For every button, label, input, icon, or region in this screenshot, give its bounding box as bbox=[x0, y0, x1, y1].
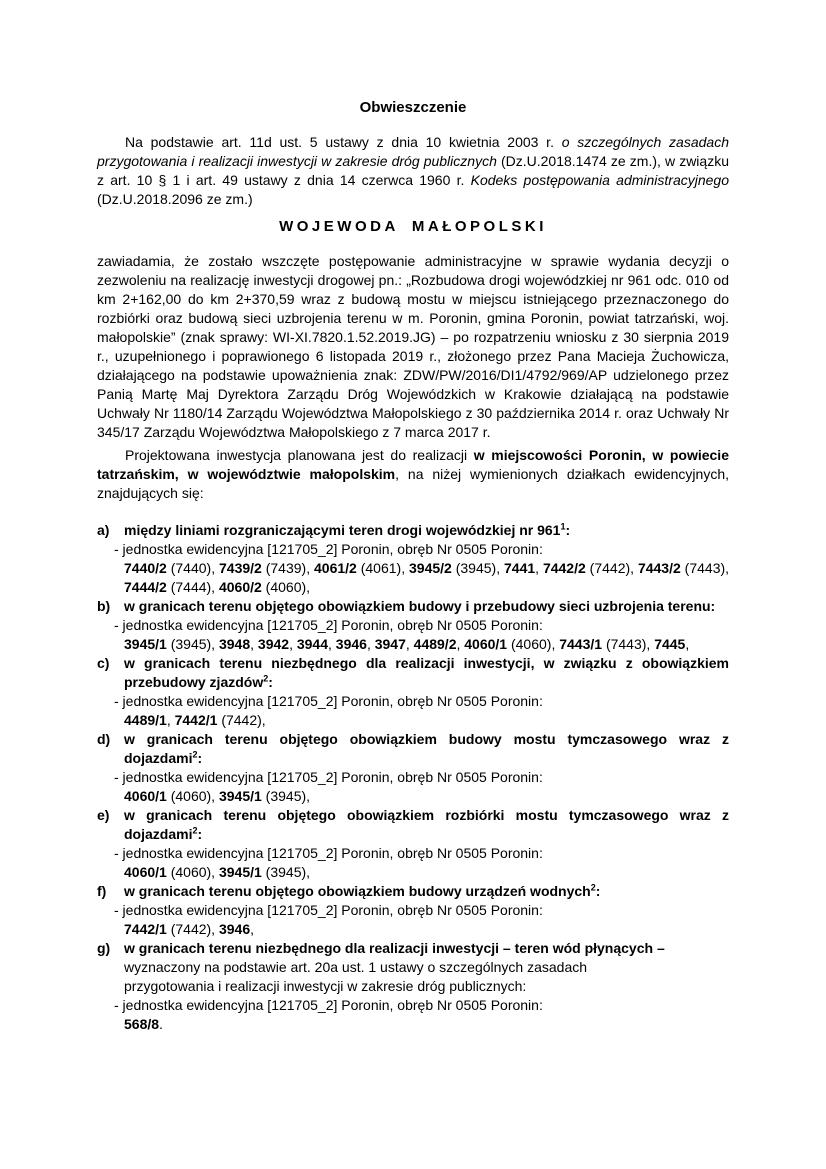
plot-item-unit-line: - jednostka ewidencyjna [121705_2] Poronin, obręb Nr 0505 Poronin: bbox=[114, 997, 543, 1013]
text-run: 7445 bbox=[654, 636, 686, 652]
text-run: (3945), bbox=[261, 788, 311, 804]
text-run: 7442/1 bbox=[124, 921, 167, 937]
plot-item-unit-line: - jednostka ewidencyjna [121705_2] Poronin, obręb Nr 0505 Poronin: bbox=[114, 769, 543, 785]
text-run: : bbox=[268, 674, 273, 690]
plot-item-label: e) bbox=[97, 807, 110, 823]
text-run: w granicach terenu objętego obowiązkiem rozbiórki mostu tymczasowego wraz z dojazdami bbox=[124, 807, 729, 842]
text-run: 4060/2 bbox=[218, 579, 262, 595]
text-run: (3945), bbox=[261, 864, 311, 880]
plot-list-item bbox=[97, 521, 729, 597]
text-run: w granicach terenu objętego obowiązkiem budowy i przebudowy sieci uzbrojenia terenu: bbox=[124, 598, 716, 614]
text-run: , bbox=[685, 636, 690, 652]
text-run: 3947 bbox=[374, 636, 406, 652]
plot-item-label: g) bbox=[97, 940, 111, 956]
plot-item-heading bbox=[124, 939, 729, 996]
text-run: , bbox=[166, 712, 175, 728]
text-run: w miejscowości Poronin, w powiecie tatrzańskim, w województwie małopolskim bbox=[97, 447, 729, 482]
text-run: 7440/2 bbox=[124, 560, 167, 576]
text-run: 3942 bbox=[257, 636, 290, 652]
text-run: , bbox=[535, 560, 543, 576]
text-run: (7440), bbox=[166, 560, 219, 576]
text-run: , bbox=[250, 921, 255, 937]
text-run: 4489/2 bbox=[413, 636, 457, 652]
plots-list bbox=[97, 521, 729, 1034]
text-run: Kodeks postępowania administracyjnego bbox=[470, 172, 729, 188]
text-run: 2 bbox=[192, 749, 198, 760]
text-run: , bbox=[366, 636, 375, 652]
text-run: w granicach terenu niezbędnego dla realizacji inwestycji, w związku z obowiązkiem przebudowy zjazdów bbox=[124, 655, 729, 690]
text-run: (4060), bbox=[507, 636, 560, 652]
text-run: 7443/2 bbox=[637, 560, 681, 576]
text-run: : bbox=[565, 522, 571, 538]
plot-item-unit-line: - jednostka ewidencyjna [121705_2] Poronin, obręb Nr 0505 Poronin: bbox=[114, 541, 543, 557]
text-run: , na niżej wymienionych działkach ewidencyjnych, znajdujących się: bbox=[97, 466, 730, 501]
text-run: (Dz.U.2018.1474 ze zm.), w związku z art. 10 § 1 i art. 49 ustawy z dnia 14 czerwca 1960 r. bbox=[97, 153, 729, 188]
text-run: , bbox=[250, 636, 258, 652]
text-run: (4060), bbox=[166, 864, 219, 880]
text-run: 7439/2 bbox=[219, 560, 262, 576]
plot-item-heading bbox=[124, 521, 729, 540]
text-run: (4060), bbox=[261, 579, 311, 595]
text-run: , bbox=[328, 636, 336, 652]
text-run: , bbox=[289, 636, 297, 652]
text-run: (4061), bbox=[356, 560, 409, 576]
text-run: 3945/1 bbox=[124, 636, 167, 652]
plot-list-item bbox=[97, 654, 729, 730]
plot-item-label: f) bbox=[97, 883, 107, 899]
text-run: (7443), bbox=[680, 560, 730, 576]
text-run: zawiadamia, że zostało wszczęte postępowanie administracyjne w sprawie wydania decyzji o zezwoleniu na realizację inwestycji drogowej pn.: „Rozbudowa drogi wojewódzkiej nr 961 odc. 010 od km 2+162,00 do km 2+370,59 wraz z budową mostu w miejscu istniejącego przeznaczonego do rozbiórki oraz budową sieci uzbrojenia terenu w m. Poronin, gmina Poronin, powiat tatrzański, woj. małopolskie” (znak sprawy: WI-XI.7820.1.52.2019.JG) – po rozpatrzeniu wniosku z 30 sierpnia 2019 r., uzupełnionego i poprawionego 6 listopada 2019 r., złożonego przez Pana Macieja Żuchowicza, działającego na podstawie upoważnienia znak: ZDW/PW/2016/DI1/4792/969/AP udzielonego przez Panią Martę Maj Dyrektora Zarządu Dróg Wojewódzkich w Krakowie działającą na podstawie Uchwały Nr 1180/14 Zarządu Województwa Małopolskiego z 30 października 2014 r. oraz Uchwały Nr 345/17 Zarządu Województwa Małopolskiego z 7 marca 2017 r. bbox=[97, 253, 729, 440]
text-run: 3944 bbox=[296, 636, 328, 652]
plot-list-item bbox=[97, 939, 729, 1034]
text-run: : bbox=[197, 750, 203, 766]
text-run: 2 bbox=[590, 882, 596, 893]
text-run: : bbox=[595, 883, 601, 899]
plot-item-heading bbox=[124, 806, 729, 844]
plot-list-item bbox=[97, 730, 729, 806]
text-run: Na podstawie art. 11d ust. 5 ustawy z dnia 10 kwietnia 2003 r. bbox=[125, 134, 562, 150]
text-run: 7443/1 bbox=[559, 636, 603, 652]
plot-item-label: a) bbox=[97, 522, 110, 538]
text-run: o szczególnych zasadach przygotowania i realizacji inwestycji w zakresie dróg publicznych bbox=[97, 134, 729, 169]
text-run: 3945/1 bbox=[218, 788, 262, 804]
location-paragraph bbox=[97, 446, 729, 503]
text-run: w granicach terenu objętego obowiązkiem budowy mostu tymczasowego wraz z dojazdami bbox=[124, 731, 729, 766]
plot-list-item bbox=[97, 882, 729, 939]
plot-item-label: d) bbox=[97, 731, 111, 747]
notice-paragraph bbox=[97, 252, 729, 442]
text-run: (7444), bbox=[166, 579, 219, 595]
text-run: 3945/2 bbox=[409, 560, 452, 576]
plot-item-unit-line: - jednostka ewidencyjna [121705_2] Poronin, obręb Nr 0505 Poronin: bbox=[114, 693, 543, 709]
plot-list-item bbox=[97, 597, 729, 654]
text-run: Projektowana inwestycja planowana jest do realizacji bbox=[125, 447, 474, 463]
legal-basis-paragraph bbox=[97, 133, 729, 209]
plot-item-unit-line: - jednostka ewidencyjna [121705_2] Poronin, obręb Nr 0505 Poronin: bbox=[114, 617, 543, 633]
text-run: (7442), bbox=[217, 712, 266, 728]
text-run: (4060), bbox=[166, 788, 219, 804]
text-run: (7443), bbox=[602, 636, 655, 652]
text-run: 4060/1 bbox=[124, 788, 167, 804]
plot-item-unit-line: - jednostka ewidencyjna [121705_2] Poronin, obręb Nr 0505 Poronin: bbox=[114, 902, 543, 918]
plot-item-unit-line: - jednostka ewidencyjna [121705_2] Poronin, obręb Nr 0505 Poronin: bbox=[114, 845, 543, 861]
text-run: 1 bbox=[560, 521, 566, 532]
document-title: Obwieszczenie bbox=[359, 99, 467, 116]
text-run: (7442), bbox=[585, 560, 638, 576]
authority-heading: WOJEWODA MAŁOPOLSKI bbox=[279, 218, 547, 235]
text-run: 2 bbox=[192, 825, 198, 836]
text-run: między liniami rozgraniczającymi teren drogi wojewódzkiej nr 961 bbox=[124, 522, 561, 538]
text-run: 4060/1 bbox=[464, 636, 508, 652]
text-run: 568/8 bbox=[124, 1016, 160, 1032]
text-run: 4061/2 bbox=[314, 560, 357, 576]
text-run: w granicach terenu objętego obowiązkiem budowy urządzeń wodnych bbox=[124, 883, 591, 899]
plot-list-item bbox=[97, 806, 729, 882]
plot-item-parcels bbox=[124, 711, 729, 730]
plot-item-parcels bbox=[124, 559, 729, 597]
text-run: (Dz.U.2018.2096 ze zm.) bbox=[97, 191, 253, 207]
plot-item-heading bbox=[124, 882, 729, 901]
plot-item-heading bbox=[124, 654, 729, 692]
text-run: (7439), bbox=[261, 560, 314, 576]
text-run: 7442/2 bbox=[542, 560, 586, 576]
plot-item-label: b) bbox=[97, 598, 111, 614]
plot-item-label: c) bbox=[97, 655, 110, 671]
text-run: (3945), bbox=[166, 636, 219, 652]
text-run: 4489/1 bbox=[124, 712, 167, 728]
plot-item-parcels bbox=[124, 635, 729, 654]
plot-item-heading bbox=[124, 730, 729, 768]
plot-item-parcels bbox=[124, 920, 729, 939]
text-run: 7442/1 bbox=[174, 712, 218, 728]
text-run: . bbox=[159, 1016, 163, 1032]
plot-item-parcels bbox=[124, 787, 729, 806]
text-run: wyznaczony na podstawie art. 20a ust. 1 ustawy o szczególnych zasadach bbox=[124, 959, 588, 975]
text-run: 7444/2 bbox=[124, 579, 167, 595]
text-run: 3948 bbox=[218, 636, 251, 652]
text-run: 7441 bbox=[504, 560, 536, 576]
text-run: w granicach terenu niezbędnego dla realizacji inwestycji – teren wód płynących – bbox=[124, 940, 665, 956]
text-run: 4060/1 bbox=[124, 864, 167, 880]
text-run: 3946 bbox=[335, 636, 367, 652]
text-run: 2 bbox=[263, 673, 269, 684]
text-run: , bbox=[456, 636, 465, 652]
plot-item-heading bbox=[124, 597, 729, 616]
text-run: : bbox=[197, 826, 203, 842]
text-run: 3945/1 bbox=[218, 864, 262, 880]
text-run: przygotowania i realizacji inwestycji w zakresie dróg publicznych: bbox=[124, 978, 527, 994]
text-run: (3945), bbox=[451, 560, 504, 576]
text-run: , bbox=[405, 636, 414, 652]
text-run: 3946 bbox=[218, 921, 251, 937]
plot-item-parcels bbox=[124, 1015, 729, 1034]
text-run: (7442), bbox=[166, 921, 219, 937]
plot-item-parcels bbox=[124, 863, 729, 882]
